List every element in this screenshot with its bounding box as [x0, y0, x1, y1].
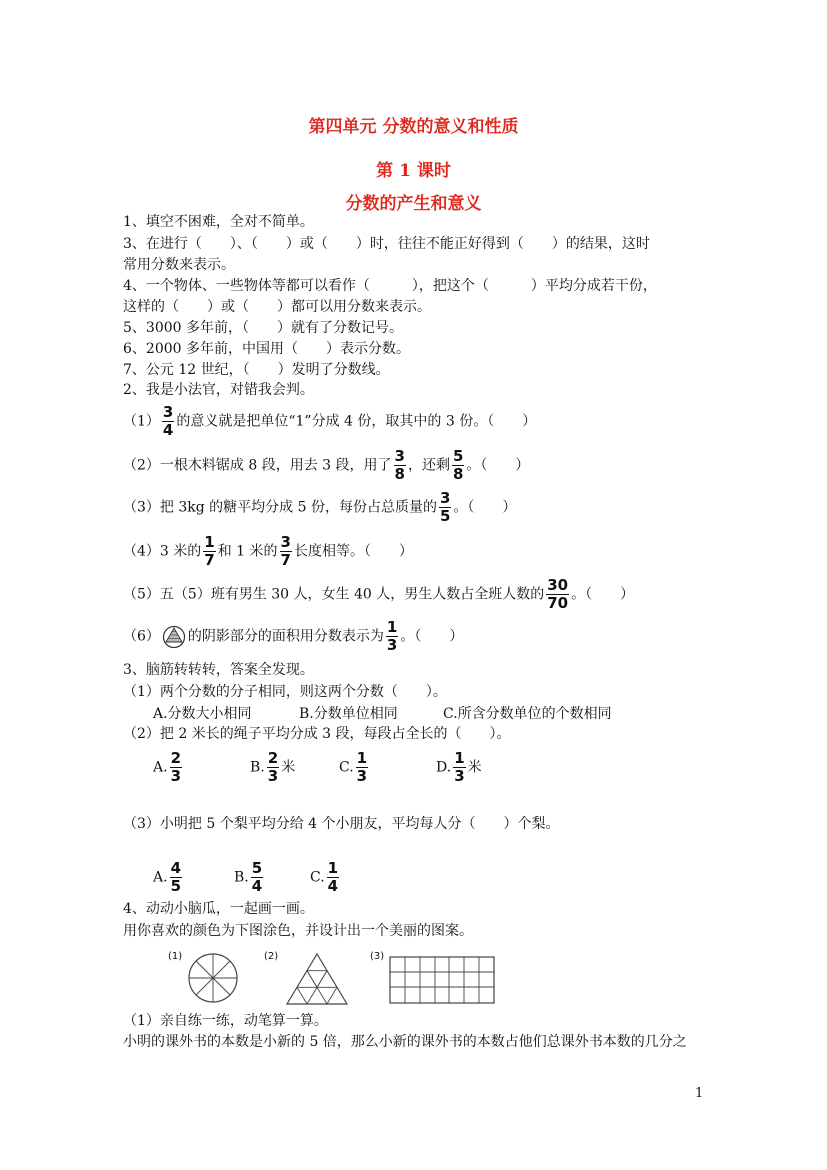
grid-rectangle-figure [388, 955, 496, 1005]
figure-label-1: (1) [168, 951, 183, 962]
fraction: $\frac{2}{3}$ [267, 749, 279, 785]
question-1-5: 5、3000 多年前，（ ）就有了分数记号。 [123, 320, 403, 336]
fraction: $\frac{2}{3}$ [170, 749, 181, 785]
fraction: $\frac{1}{7}$ [204, 533, 215, 569]
choice-question-1: （1）两个分数的分子相同，则这两个分数（ ）。 [123, 684, 447, 700]
topic-title: 分数的产生和意义 [345, 194, 482, 214]
judge-item-6: （6） 的阴影部分的面积用分数表示为 $\frac{1}{3}$ 。（ ） [123, 618, 464, 654]
section-4-heading: 4、动动小脑瓜，一起画一画。 [123, 901, 314, 917]
choice-1-options [153, 705, 612, 723]
divided-triangle-figure [284, 951, 350, 1007]
fraction: $\frac{3}{7}$ [280, 533, 291, 569]
unit-title: 第四单元 分数的意义和性质 [308, 117, 519, 137]
section-2-heading: 2、我是小法官，对错我会判。 [123, 382, 314, 398]
question-1-3-line-2: 常用分数来表示。 [123, 257, 235, 273]
choice-2-option-a: A. $\frac{2}{3}$ [153, 749, 181, 785]
figure-label-2: (2) [264, 951, 279, 962]
question-1-7: 7、公元 12 世纪，（ ）发明了分数线。 [123, 362, 390, 378]
practice-question: 小明的课外书的本数是小新的 5 倍，那么小新的课外书的本数占他们总课外书本数的几分之 [123, 1034, 687, 1050]
question-1-6: 6、2000 多年前，中国用（ ）表示分数。 [123, 341, 410, 357]
question-1-3-line-1: 3、在进行（ ）、（ ）或（ ）时，往往不能正好得到（ ）的结果，这时 [123, 236, 650, 252]
option-b: B.分数单位相同 [299, 706, 398, 722]
choice-3-option-c: C. $\frac{1}{4}$ [310, 859, 339, 895]
section-3-heading: 3、脑筋转转转，答案全发现。 [123, 662, 314, 678]
judge-item-1: （1） $\frac{3}{4}$ 的意义就是把单位“1”分成 4 份，取其中的 3 份。（ ） [123, 403, 537, 439]
choice-2-option-d: D. $\frac{1}{3}$ 米 [436, 749, 482, 785]
judge-item-3: （3）把 3kg 的糖平均分成 5 份，每份占总质量的 $\frac{3}{5}$ 。（ ） [123, 489, 517, 525]
choice-3-option-a: A. $\frac{4}{5}$ [153, 859, 181, 895]
page-number: 1 [695, 1086, 704, 1101]
fraction: $\frac{5}{8}$ [452, 447, 464, 483]
choice-2-option-b: B. $\frac{2}{3}$ 米 [250, 749, 296, 785]
shaded-triangle-circle-figure [162, 625, 186, 649]
judge-item-4: （4）3 米的 $\frac{1}{7}$ 和 1 米的 $\frac{3}{7}$ 长度相等。（ ） [123, 533, 413, 569]
drawing-instruction: 用你喜欢的颜色为下图涂色，并设计出一个美丽的图案。 [123, 923, 473, 939]
divided-circle-figure [186, 951, 240, 1005]
fraction: $\frac{1}{4}$ [327, 859, 339, 895]
choice-3-option-b: B. $\frac{5}{4}$ [234, 859, 263, 895]
practice-heading: （1）亲自练一练，动笔算一算。 [123, 1013, 328, 1029]
choice-question-3: （3）小明把 5 个梨平均分给 4 个小朋友，平均每人分（ ）个梨。 [123, 816, 560, 832]
section-1-heading: 1、填空不困难，全对不简单。 [123, 214, 314, 230]
judge-item-2: （2）一根木料锯成 8 段，用去 3 段，用了 $\frac{3}{8}$ ，还剩 $\frac{5}{8}$ 。（ ） [123, 447, 530, 483]
question-1-4-line-2: 这样的（ ）或（ ）都可以用分数来表示。 [123, 299, 431, 315]
fraction: $\frac{1}{3}$ [386, 618, 398, 654]
coloring-figures [160, 947, 410, 1009]
option-a: A.分数大小相同 [153, 706, 252, 722]
fraction: $\frac{3}{5}$ [439, 489, 451, 525]
fraction: $\frac{3}{8}$ [394, 447, 405, 483]
question-1-4-line-1: 4、一个物体、一些物体等都可以看作（ ），把这个（ ）平均分成若干份， [123, 278, 657, 294]
figure-label-3: (3) [370, 951, 385, 962]
fraction: $\frac{1}{3}$ [454, 749, 465, 785]
judge-item-5: （5）五（5）班有男生 30 人，女生 40 人，男生人数占全班人数的 $\frac{30}{70}$ 。（ ） [123, 576, 635, 612]
fraction: $\frac{1}{3}$ [356, 749, 368, 785]
choice-question-2: （2）把 2 米长的绳子平均分成 3 段，每段占全长的（ ）。 [123, 726, 511, 742]
lesson-title: 第 1 课时 [376, 161, 451, 181]
option-c: C.所含分数单位的个数相同 [443, 706, 612, 722]
choice-2-option-c: C. $\frac{1}{3}$ [339, 749, 368, 785]
fraction: $\frac{3}{4}$ [162, 403, 174, 439]
fraction: $\frac{5}{4}$ [251, 859, 263, 895]
fraction: $\frac{4}{5}$ [170, 859, 181, 895]
fraction: $\frac{30}{70}$ [547, 576, 569, 612]
